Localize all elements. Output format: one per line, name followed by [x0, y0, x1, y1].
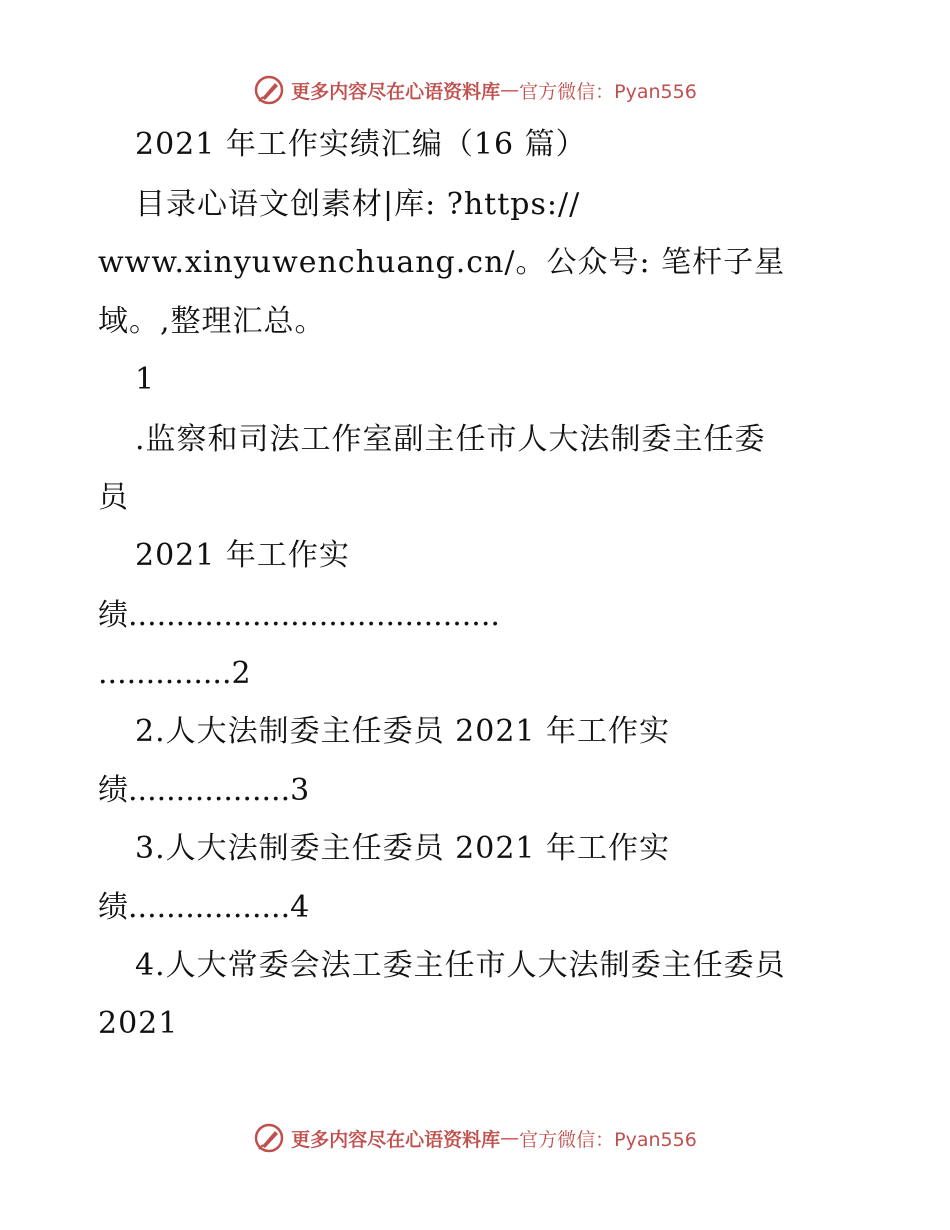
toc-entry-1-number: 1	[135, 362, 156, 397]
toc-intro-line-1: 目录心语文创素材|库: ?https://	[135, 187, 581, 222]
banner-brand-text: 更多内容尽在心语资料库	[291, 80, 501, 103]
banner-wechat-text: 官方微信：Pyan556	[519, 80, 697, 103]
toc-entry-3-leader: 绩.................4	[98, 890, 310, 925]
footer-banner	[0, 1118, 950, 1158]
toc-entry-1-leader: 绩.......................................	[98, 598, 500, 633]
toc-entry-1-subtitle: 2021 年工作实	[135, 538, 350, 573]
toc-intro-line-3: 域。,整理汇总。	[98, 304, 326, 339]
toc-entry-4-title-cont: 2021	[98, 1006, 179, 1041]
toc-entry-1-page: ..............2	[98, 656, 251, 691]
quill-pen-logo-icon	[253, 1122, 285, 1154]
toc-entry-2-title: 2.人大法制委主任委员 2021 年工作实	[135, 714, 671, 749]
toc-entry-3-title: 3.人大法制委主任委员 2021 年工作实	[135, 831, 671, 866]
toc-entry-1-title-cont: 员	[98, 480, 129, 515]
toc-intro-line-2: www.xinyuwenchuang.cn/。公众号: 笔杆子星	[98, 245, 786, 280]
toc-entry-2-leader: 绩.................3	[98, 773, 310, 808]
toc-entry-4-title: 4.人大常委会法工委主任市人大法制委主任委员	[135, 948, 786, 983]
header-banner	[0, 70, 950, 110]
document-title: 2021 年工作实绩汇编（16 篇）	[135, 127, 587, 162]
quill-pen-logo-icon	[253, 74, 285, 106]
banner-separator: —	[500, 79, 520, 101]
banner-separator: —	[500, 1127, 520, 1149]
banner-brand-text: 更多内容尽在心语资料库	[291, 1128, 501, 1151]
banner-wechat-text: 官方微信：Pyan556	[519, 1128, 697, 1151]
toc-entry-1-title: .监察和司法工作室副主任市人大法制委主任委	[135, 422, 766, 457]
